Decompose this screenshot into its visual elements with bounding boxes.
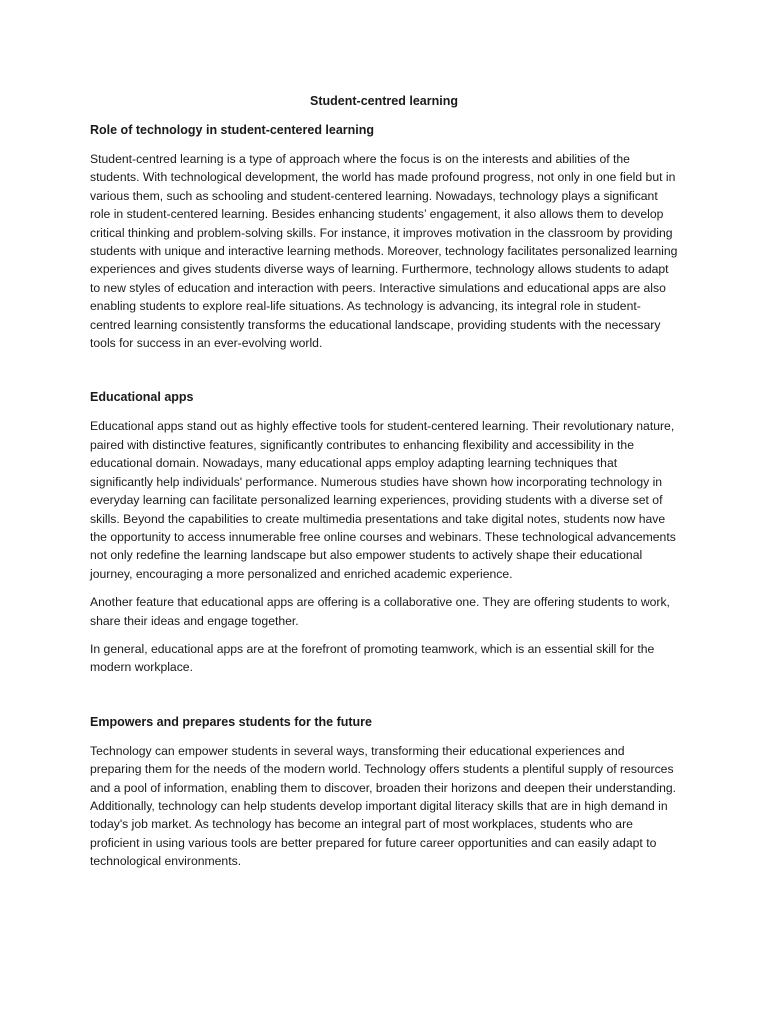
paragraph: Educational apps stand out as highly effective tools for student-centered learning. Their revolutionary nature, paired with distinctive features, significantly contributes to enhancing flexibility and accessibility in the educational domain. Nowadays, many educational apps employ adapting learning techniques that significantly help individuals' performance. Numerous studies have shown how incorporating technology in everyday learning can facilitate personalized learning experiences, providing students with a diverse set of skills. Beyond the capabilities to create multimedia presentations and take digital notes, students now have the opportunity to access innumerable free online courses and webinars. These technological advancements not only redefine the learning landscape but also empower students to actively shape their educational journey, encouraging a more personalized and enriched academic experience.: [90, 419, 676, 581]
section-spacer: [90, 362, 678, 388]
paragraph: In general, educational apps are at the forefront of promoting teamwork, which is an essential skill for the modern workplace.: [90, 641, 655, 675]
paragraph: Technology can empower students in several ways, transforming their educational experiences and preparing them for the needs of the modern world. Technology offers students a plentiful supply of resources and a pool of information, enabling them to discover, broaden their horizons and deepen their understanding. Additionally, technology can help students develop important digital literacy skills that are in high demand in today's job market. As technology has become an integral part of most workplaces, students who are proficient in using various tools are better prepared for future career opportunities and can easily adapt to technological environments.: [90, 743, 677, 869]
section-heading: Educational apps: [90, 390, 194, 405]
document-title: Student-centred learning: [310, 94, 458, 108]
section-role-of-technology: [90, 121, 678, 352]
section-spacer: [90, 687, 678, 713]
section-educational-apps: [90, 388, 678, 676]
document-page: [90, 92, 678, 881]
paragraph: Another feature that educational apps are offering is a collaborative one. They are offering students to work, share their ideas and engage together.: [90, 595, 670, 628]
paragraph: Student-centred learning is a type of approach where the focus is on the interests and abilities of the students. With technological development, the world has made profound progress, not only in one field but in various them, such as schooling and student-centered learning. Nowadays, technology plays a significant role in student-centered learning. Besides enhancing students’ engagement, it also allows them to develop critical thinking and problem-solving skills. For instance, it improves motivation in the classroom by providing students with unique and interactive learning methods. Moreover, technology facilitates personalized learning experiences and gives students diverse ways of learning. Furthermore, technology allows students to adapt to new styles of education and interaction with peers. Interactive simulations and educational apps are also enabling students to explore real-life situations. As technology is advancing, its integral role in student-centred learning consistently transforms the educational landscape, providing students with the necessary tools for success in an ever-evolving world.: [90, 152, 678, 351]
section-empowers-students: [90, 713, 678, 871]
section-heading: Role of technology in student-centered learning: [90, 123, 375, 137]
section-heading: Empowers and prepares students for the future: [90, 714, 372, 729]
